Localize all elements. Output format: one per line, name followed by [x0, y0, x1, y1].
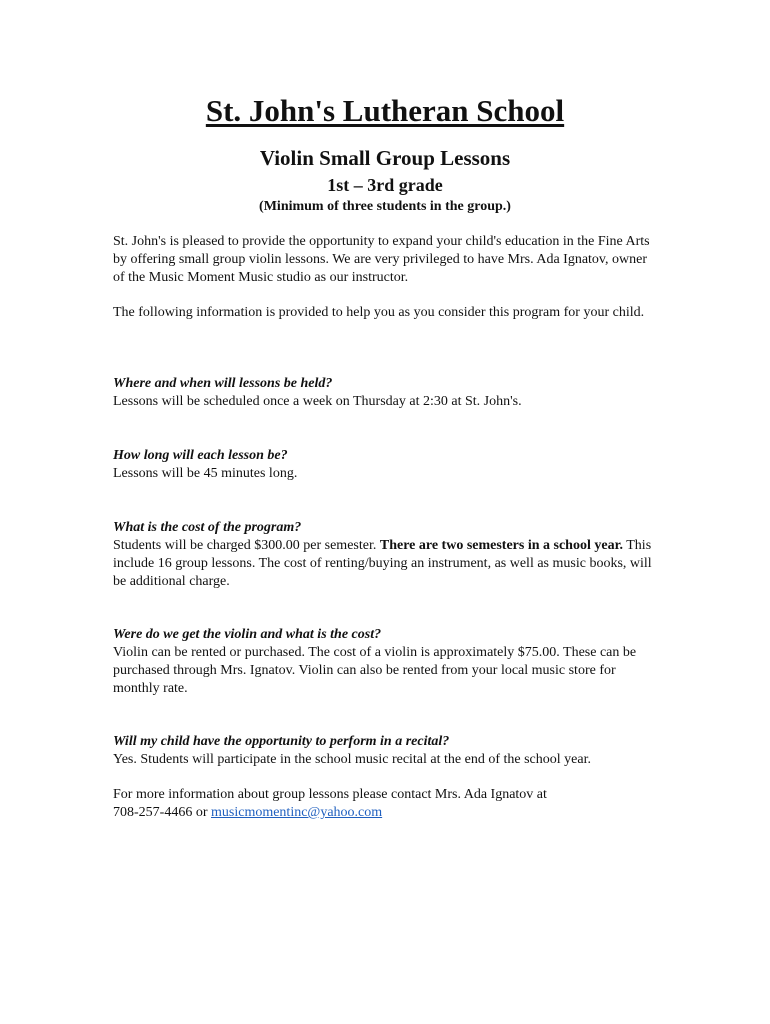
school-title: St. John's Lutheran School: [205, 93, 565, 128]
faq-length-question: How long will each lesson be?: [113, 448, 288, 463]
info-text: The following information is provided to help you as you consider this program for your child.: [113, 305, 645, 320]
faq-cost-answer: [113, 537, 658, 591]
intro-paragraph: [113, 233, 658, 287]
contact-email-link[interactable]: musicmomentinc@yahoo.com: [211, 805, 383, 820]
faq-violin-question: Were do we get the violin and what is the cost?: [113, 627, 382, 642]
faq-cost-answer-start: Students will be charged $300.00 per semester.: [113, 538, 380, 553]
faq-recital-section: [113, 733, 658, 769]
faq-recital-question: Will my child have the opportunity to perform in a recital?: [113, 734, 450, 749]
faq-violin-section: [113, 626, 658, 698]
faq-violin-answer: Violin can be rented or purchased. The cost of a violin is approximately $75.00. These can be purchased through Mrs. Ignatov. Violin can also be rented from your local music store for monthly rate.: [113, 645, 637, 696]
intro-text: St. John's is pleased to provide the opportunity to expand your child's education in the Fine Arts by offering small group violin lessons. We are very privileged to have Mrs. Ada Ignatov, owner of the Music Moment Music studio as our instructor.: [113, 234, 650, 285]
info-paragraph: [113, 304, 658, 322]
program-subtitle: Violin Small Group Lessons: [259, 146, 511, 170]
faq-where-question: Where and when will lessons be held?: [113, 376, 333, 391]
contact-section: [113, 786, 658, 822]
faq-where-answer: Lessons will be scheduled once a week on Thursday at 2:30 at St. John's.: [113, 394, 522, 409]
contact-phone: 708-257-4466 or: [113, 805, 211, 820]
faq-recital-answer: Yes. Students will participate in the school music recital at the end of the school year.: [113, 752, 591, 767]
minimum-students-note: (Minimum of three students in the group.): [259, 199, 511, 214]
grade-range: 1st – 3rd grade: [327, 175, 443, 195]
faq-cost-question: What is the cost of the program?: [113, 520, 302, 535]
contact-line: [113, 804, 658, 822]
faq-cost-answer-end: This include 16 group lessons. The cost of renting/buying an instrument, as well as music books, will be additional charge.: [113, 538, 652, 589]
faq-length-section: [113, 447, 658, 483]
faq-cost-answer-bold: There are two semesters in a school year.: [379, 538, 623, 553]
faq-cost-section: [113, 519, 658, 591]
faq-length-answer: Lessons will be 45 minutes long.: [113, 466, 298, 481]
faq-where-section: [113, 375, 658, 411]
contact-text: For more information about group lessons please contact Mrs. Ada Ignatov at: [113, 787, 547, 802]
